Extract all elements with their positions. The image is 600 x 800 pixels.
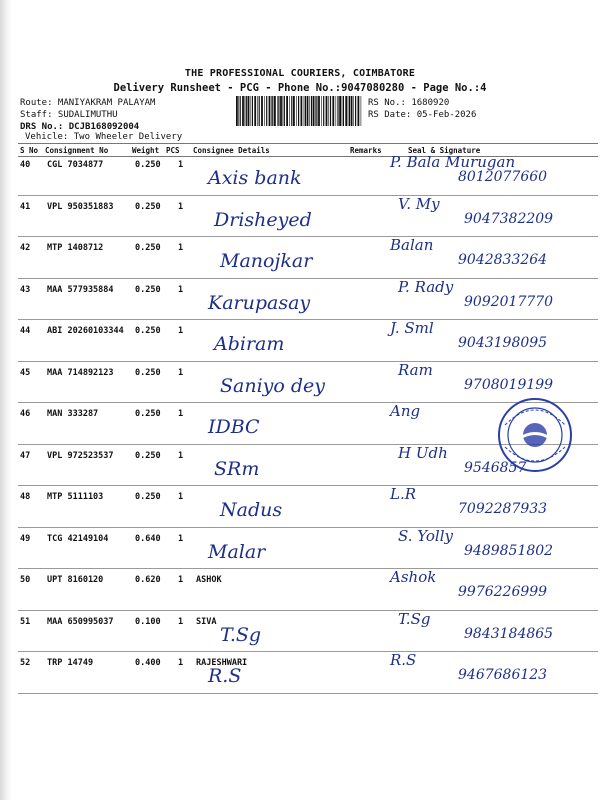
barcode-bar	[351, 96, 353, 126]
handwritten-phone: 9843184865	[464, 625, 554, 642]
barcode-bar	[271, 96, 272, 126]
barcode-bar	[238, 96, 239, 126]
sno-cell: 50	[20, 575, 31, 585]
consignment-cell: VPL 972523537	[47, 450, 114, 461]
consignment-cell: MAN 333287	[47, 409, 99, 419]
seal-stamp	[495, 395, 575, 475]
barcode-bar	[349, 96, 350, 126]
weight-cell: 0.250	[135, 160, 161, 170]
barcode-bar	[298, 96, 299, 126]
handwritten-phone: 7092287933	[458, 501, 548, 517]
consignee-cell: ASHOK	[196, 575, 222, 585]
handwritten-phone: 9708019199	[464, 376, 554, 393]
handwritten-consignee: IDBC	[208, 416, 260, 438]
barcode-bar	[274, 96, 276, 126]
handwritten-phone: 8012077660	[458, 169, 548, 185]
barcode-bar	[311, 96, 312, 126]
barcode-bar	[289, 96, 290, 126]
barcode-bar	[248, 96, 250, 126]
handwritten-signature: R.S	[390, 651, 417, 669]
vehicle-label: Vehicle: Two Wheeler Delivery	[25, 132, 183, 142]
barcode-bar	[283, 96, 284, 126]
weight-cell: 0.100	[135, 616, 161, 627]
barcode-bar	[272, 96, 273, 126]
row-separator	[18, 319, 598, 320]
col-consignee: Consignee Details	[193, 146, 270, 155]
barcode-bar	[336, 96, 337, 126]
barcode-bar	[328, 96, 329, 126]
company-title: THE PROFESSIONAL COURIERS, COIMBATORE	[184, 68, 416, 79]
row-separator	[18, 195, 598, 196]
row-separator	[18, 651, 598, 652]
weight-cell: 0.620	[135, 575, 161, 585]
table-row	[18, 236, 598, 280]
handwritten-phone: 9047382209	[464, 210, 554, 227]
barcode-bar	[358, 96, 360, 126]
sno-cell: 45	[20, 367, 31, 378]
handwritten-consignee: Saniyo dey	[220, 374, 326, 397]
sno-cell: 49	[20, 533, 31, 544]
handwritten-signature: V. My	[398, 194, 440, 213]
barcode-bar	[361, 96, 362, 126]
barcode-bar	[339, 96, 341, 126]
barcode-bar	[261, 96, 263, 126]
weight-cell: 0.250	[135, 284, 161, 295]
barcode-bar	[296, 96, 297, 126]
barcode-bar	[278, 96, 279, 126]
pcs-cell: 1	[178, 533, 184, 544]
col-weight: Weight	[132, 146, 160, 155]
barcode-bar	[307, 96, 309, 126]
barcode-bar	[313, 96, 315, 126]
row-separator	[18, 527, 598, 528]
row-separator	[18, 485, 598, 486]
consignment-cell: ABI 20260103344	[47, 326, 124, 336]
pcs-cell: 1	[178, 658, 184, 668]
barcode-bar	[330, 96, 331, 126]
barcode-bar	[326, 96, 328, 126]
row-separator	[18, 236, 598, 237]
weight-cell: 0.250	[135, 201, 161, 212]
handwritten-consignee: Drisheyed	[214, 208, 312, 231]
row-separator	[18, 693, 598, 694]
consignee-cell: SIVA	[196, 616, 217, 627]
barcode-bar	[236, 96, 238, 126]
barcode-bar	[250, 96, 251, 126]
handwritten-consignee: SRm	[214, 457, 260, 480]
barcode	[236, 96, 363, 126]
handwritten-phone: 9467686123	[458, 667, 548, 683]
handwritten-phone: 9043198095	[458, 335, 548, 351]
barcode-bar	[293, 96, 295, 126]
handwritten-signature: Ang	[390, 402, 421, 420]
weight-cell: 0.250	[135, 409, 161, 419]
barcode-bar	[343, 96, 344, 126]
handwritten-consignee: Abiram	[214, 333, 285, 355]
barcode-bar	[342, 96, 343, 126]
handwritten-consignee: T.Sg	[220, 623, 262, 646]
sno-cell: 51	[20, 616, 31, 627]
handwritten-phone: 9546857	[464, 459, 527, 476]
consignment-cell: VPL 950351883	[47, 201, 114, 212]
consignment-cell: MAA 714892123	[47, 367, 114, 378]
weight-cell: 0.250	[135, 367, 161, 378]
handwritten-signature: Balan	[390, 236, 434, 254]
handwritten-signature: H Udh	[398, 443, 448, 462]
barcode-bar	[252, 96, 253, 126]
table-row	[18, 651, 598, 695]
barcode-bar	[309, 96, 310, 126]
consignment-cell: MTP 1408712	[47, 243, 104, 253]
handwritten-consignee: Karupasay	[208, 291, 311, 314]
barcode-bar	[245, 96, 246, 126]
table-row	[18, 153, 598, 197]
barcode-bar	[353, 96, 354, 126]
col-pcs: PCS	[166, 146, 180, 155]
scan-edge-shadow	[0, 0, 12, 800]
handwritten-signature: Ram	[398, 360, 433, 379]
runsheet-subtitle: Delivery Runsheet - PCG - Phone No.:9047080280 - Page No.:4	[113, 82, 487, 94]
handwritten-signature: P. Bala Murugan	[390, 153, 516, 171]
barcode-bar	[348, 96, 349, 126]
table-row	[18, 485, 598, 529]
barcode-bar	[266, 96, 267, 126]
consignment-cell: MAA 650995037	[47, 616, 114, 627]
weight-cell: 0.250	[135, 492, 161, 502]
barcode-bar	[269, 96, 271, 126]
handwritten-phone: 9092017770	[464, 293, 554, 310]
pcs-cell: 1	[178, 367, 184, 378]
sno-cell: 48	[20, 492, 31, 502]
barcode-bar	[259, 96, 260, 126]
barcode-bar	[323, 96, 324, 126]
sno-cell: 43	[20, 284, 31, 295]
table-row	[18, 526, 598, 571]
barcode-bar	[277, 96, 278, 126]
route-label: Route: MANIYAKRAM PALAYAM	[20, 98, 156, 108]
consignment-cell: MTP 5111103	[47, 492, 104, 502]
handwritten-phone: 9976226999	[458, 584, 548, 600]
header-top-rule	[18, 143, 598, 144]
barcode-bar	[305, 96, 306, 126]
staff-label: Staff: SUDALIMUTHU	[20, 110, 118, 120]
pcs-cell: 1	[178, 409, 184, 419]
weight-cell: 0.250	[135, 450, 161, 461]
col-sno: S No	[20, 146, 39, 155]
consignment-cell: TRP 14749	[47, 658, 94, 668]
barcode-bar	[257, 96, 258, 126]
barcode-bar	[318, 96, 320, 126]
barcode-bar	[304, 96, 305, 126]
sno-cell: 52	[20, 658, 31, 668]
row-separator	[18, 361, 598, 362]
table-row	[18, 277, 598, 322]
handwritten-consignee: R.S	[208, 665, 242, 687]
barcode-bar	[286, 96, 288, 126]
barcode-bar	[280, 96, 282, 126]
barcode-bar	[254, 96, 256, 126]
weight-cell: 0.250	[135, 326, 161, 336]
consignment-cell: CGL 7034877	[47, 160, 104, 170]
sno-cell: 40	[20, 160, 31, 170]
barcode-bar	[264, 96, 265, 126]
handwritten-signature: P. Rady	[398, 277, 454, 296]
consignment-cell: UPT 8160120	[47, 575, 104, 585]
pcs-cell: 1	[178, 616, 184, 627]
barcode-bar	[291, 96, 292, 126]
handwritten-signature: S. Yolly	[398, 526, 453, 545]
pcs-cell: 1	[178, 326, 184, 336]
handwritten-consignee: Manojkar	[220, 250, 313, 272]
barcode-bar	[242, 96, 244, 126]
col-consignment: Consignment No	[45, 146, 109, 155]
barcode-bar	[301, 96, 303, 126]
rs-number: RS No.: 1680920	[368, 98, 450, 108]
handwritten-signature: L.R	[390, 485, 417, 503]
weight-cell: 0.250	[135, 243, 161, 253]
consignment-cell: TCG 42149104	[47, 533, 109, 544]
consignee-cell: RAJESHWARI	[196, 658, 248, 668]
sno-cell: 42	[20, 243, 31, 253]
barcode-bar	[315, 96, 316, 126]
handwritten-consignee: Nadus	[220, 499, 283, 521]
handwritten-phone: 9489851802	[464, 542, 554, 559]
pcs-cell: 1	[178, 243, 184, 253]
pcs-cell: 1	[178, 450, 184, 461]
row-separator	[18, 568, 598, 569]
barcode-bar	[284, 96, 285, 126]
weight-cell: 0.400	[135, 658, 161, 668]
barcode-bar	[337, 96, 338, 126]
pcs-cell: 1	[178, 201, 184, 212]
barcode-bar	[316, 96, 317, 126]
pcs-cell: 1	[178, 284, 184, 295]
consignment-cell: MAA 577935884	[47, 284, 114, 295]
table-row	[18, 194, 598, 239]
sno-cell: 41	[20, 201, 31, 212]
handwritten-signature: Ashok	[390, 568, 437, 586]
handwritten-consignee: Malar	[208, 540, 266, 563]
row-separator	[18, 278, 598, 279]
pcs-cell: 1	[178, 492, 184, 502]
drs-number: DRS No.: DCJB168092004	[20, 122, 140, 132]
table-row	[18, 319, 598, 363]
table-row	[18, 609, 598, 654]
barcode-bar	[332, 96, 334, 126]
barcode-bar	[240, 96, 241, 126]
barcode-bar	[246, 96, 247, 126]
sno-cell: 46	[20, 409, 31, 419]
table-row	[18, 568, 598, 612]
pcs-cell: 1	[178, 160, 184, 170]
barcode-bar	[321, 96, 322, 126]
rs-date: RS Date: 05-Feb-2026	[368, 110, 477, 120]
handwritten-signature: T.Sg	[398, 609, 431, 628]
sno-cell: 47	[20, 450, 31, 461]
barcode-bar	[345, 96, 347, 126]
row-separator	[18, 610, 598, 611]
handwritten-phone: 9042833264	[458, 252, 548, 268]
barcode-bar	[355, 96, 356, 126]
handwritten-consignee: Axis bank	[208, 167, 302, 189]
col-seal-signature: Seal & Signature	[408, 146, 481, 155]
sno-cell: 44	[20, 326, 31, 336]
pcs-cell: 1	[178, 575, 184, 585]
weight-cell: 0.640	[135, 533, 161, 544]
col-remarks: Remarks	[350, 146, 382, 155]
handwritten-signature: J. Sml	[390, 319, 434, 337]
